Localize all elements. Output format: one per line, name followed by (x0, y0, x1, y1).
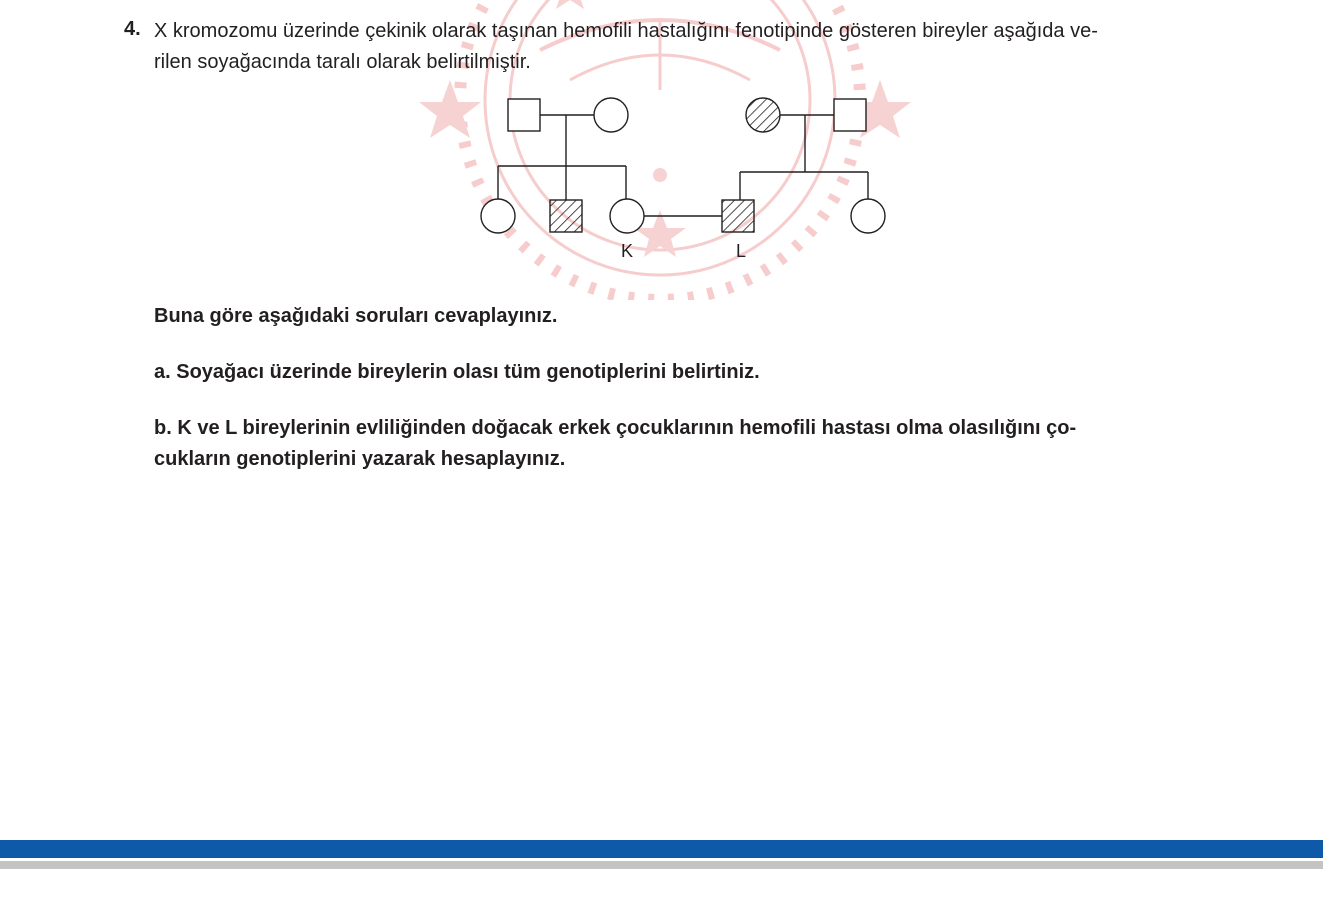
male-affected-son-left (550, 200, 582, 232)
question-b (154, 413, 1076, 475)
question-number: 4. (124, 18, 141, 40)
question-intro (154, 16, 1224, 78)
pedigree-diagram (470, 88, 900, 268)
label-k: K (620, 241, 634, 261)
question-b-line-1: b. K ve L bireylerinin evliliğinden doğacak erkek çocuklarının hemofili hastası olma olasılığını ço- (154, 417, 1077, 439)
male-unaffected-p1-father (508, 99, 540, 131)
question-intro-line-1: X kromozomu üzerinde çekinik olarak taşınan hemofili hastalığını fenotipinde gösteren bireyler aşağıda ve- (154, 20, 1098, 42)
female-affected-p2-mother (746, 98, 780, 132)
footer-blue-bar (0, 840, 1323, 858)
female-unaffected-p1-mother (594, 98, 628, 132)
female-unaffected-k (610, 199, 644, 233)
instruction-text: Buna göre aşağıdaki soruları cevaplayınız. (154, 305, 558, 327)
footer-gray-rule (0, 861, 1323, 869)
question-a: a. Soyağacı üzerinde bireylerin olası tüm genotiplerini belirtiniz. (154, 361, 760, 383)
question-b-line-2: cukların genotiplerini yazarak hesaplayınız. (154, 448, 566, 470)
female-unaffected-daughter-left (481, 199, 515, 233)
label-l: L (735, 241, 747, 261)
male-affected-l (722, 200, 754, 232)
male-unaffected-p2-father (834, 99, 866, 131)
female-unaffected-daughter-right (851, 199, 885, 233)
question-intro-line-2: rilen soyağacında taralı olarak belirtilmiştir. (154, 51, 531, 73)
